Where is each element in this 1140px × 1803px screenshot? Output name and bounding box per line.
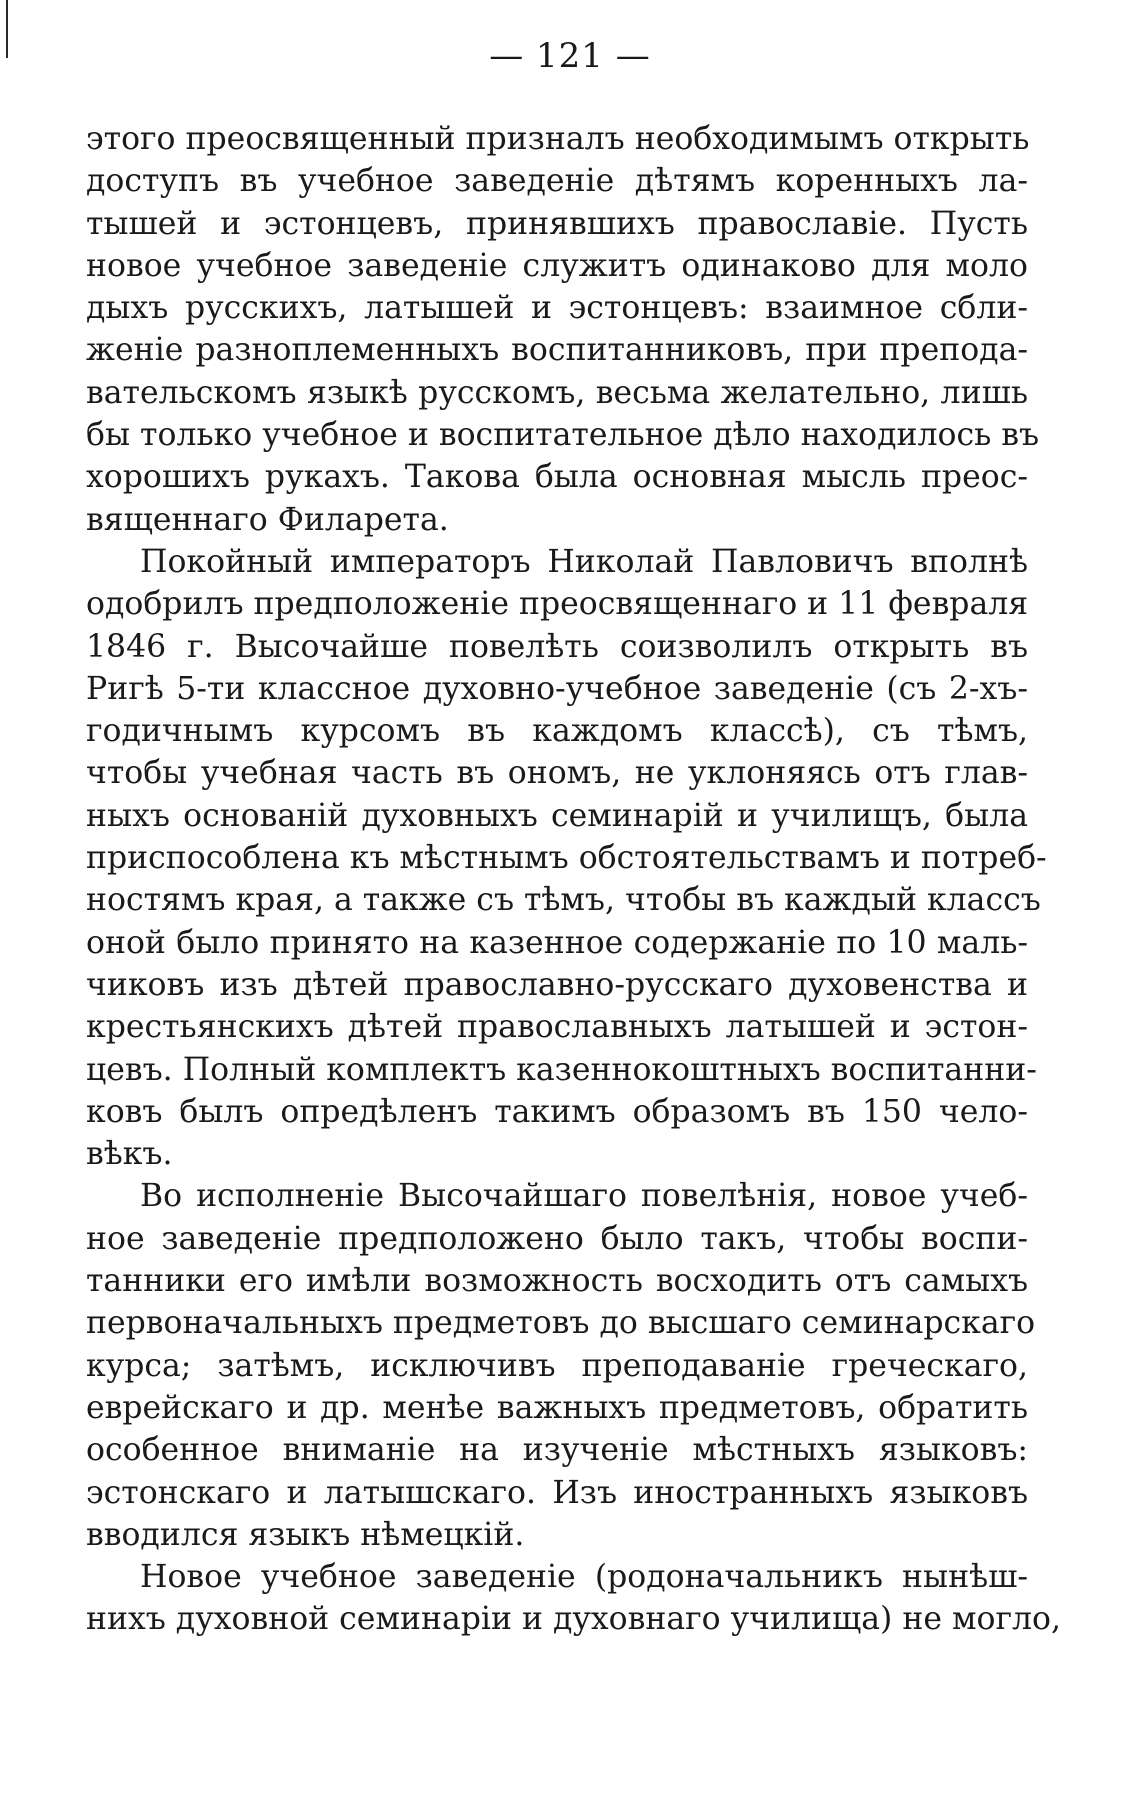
text-line: дыхъ русскихъ, латышей и эстонцевъ: взаимное сбли- (86, 290, 1028, 327)
text-line: вводился языкъ нѣмецкiй. (86, 1516, 525, 1553)
text-line: ковъ былъ опредѣленъ такимъ образомъ въ 150 чело- (86, 1093, 1028, 1130)
text-line: чтобы учебная часть въ ономъ, не уклоняясь отъ глав- (86, 755, 1028, 792)
paragraph-1 (86, 118, 1040, 541)
text-line: первоначальныхъ предметовъ до высшаго семинарскаго (86, 1305, 1036, 1342)
text-line: доступъ въ учебное заведенiе дѣтямъ коренныхъ ла- (86, 163, 1028, 200)
text-line: эстонскаго и латышскаго. Изъ иностранныхъ языковъ (86, 1474, 1028, 1511)
text-line: новое учебное заведенiе служитъ одинаково для моло (86, 247, 1028, 284)
text-line: вѣкъ. (86, 1136, 173, 1173)
text-line: вательскомъ языкѣ русскомъ, весьма желательно, лишь (86, 374, 1028, 411)
text-line: Ригѣ 5-ти классное духовно-учебное заведенiе (съ 2-хъ- (86, 670, 1028, 707)
text-line: Покойный императоръ Николай Павловичъ вполнѣ (140, 543, 1028, 580)
text-line: ное заведенiе предположено было такъ, чтобы воспи- (86, 1220, 1028, 1257)
text-line: чиковъ изъ дѣтей православно-русскаго духовенства и (86, 966, 1028, 1003)
text-line: 1846 г. Высочайше повелѣть соизволилъ открыть въ (86, 628, 1028, 665)
text-line: женiе разноплеменныхъ воспитанниковъ, при препода- (86, 332, 1028, 369)
text-line: нихъ духовной семинарiи и духовнаго училища) не могло, (86, 1601, 1061, 1638)
paragraph-2 (86, 541, 1047, 1175)
text-line: одобрилъ предположенiе преосвященнаго и 11 февраля (86, 586, 1029, 623)
text-line: бы только учебное и воспитательное дѣло находилось въ (86, 417, 1040, 454)
text-line: цевъ. Полный комплектъ казеннокоштныхъ воспитанни- (86, 1051, 1037, 1088)
text-line: особенное вниманiе на изученiе мѣстныхъ языковъ: (86, 1432, 1028, 1469)
text-line: крестьянскихъ дѣтей православныхъ латышей и эстон- (86, 1009, 1028, 1046)
text-line: танники его имѣли возможность восходить отъ самыхъ (86, 1263, 1028, 1300)
text-line: ностямъ края, а также съ тѣмъ, чтобы въ каждый классъ (86, 882, 1041, 919)
text-line: Новое учебное заведенiе (родоначальникъ нынѣш- (140, 1559, 1028, 1596)
paragraph-3 (86, 1175, 1036, 1556)
text-line: тышей и эстонцевъ, принявшихъ православiе. Пусть (86, 205, 1028, 242)
text-line: приспособлена къ мѣстнымъ обстоятельствамъ и потреб- (86, 840, 1047, 877)
text-line: этого преосвященный призналъ необходимымъ открыть (86, 121, 1030, 157)
paragraph-4 (86, 1556, 1061, 1641)
text-line: Во исполненiе Высочайшаго повелѣнiя, новое учеб- (140, 1178, 1028, 1215)
text-line: годичнымъ курсомъ въ каждомъ классѣ), съ тѣмъ, (86, 713, 1028, 750)
text-line: ныхъ основанiй духовныхъ семинарiй и училищъ, была (86, 797, 1028, 834)
text-line: оной было принято на казенное содержанiе по 10 маль- (86, 924, 1028, 961)
text-line: вященнаго Филарета. (86, 501, 449, 538)
text-line: еврейскаго и др. менѣе важныхъ предметовъ, обратить (86, 1389, 1028, 1426)
body-text (86, 118, 1061, 1641)
text-line: курса; затѣмъ, исключивъ преподаванiе греческаго, (86, 1347, 1028, 1384)
text-line: хорошихъ рукахъ. Такова была основная мысль преос- (86, 459, 1028, 496)
page-number: — 121 — (489, 36, 651, 76)
